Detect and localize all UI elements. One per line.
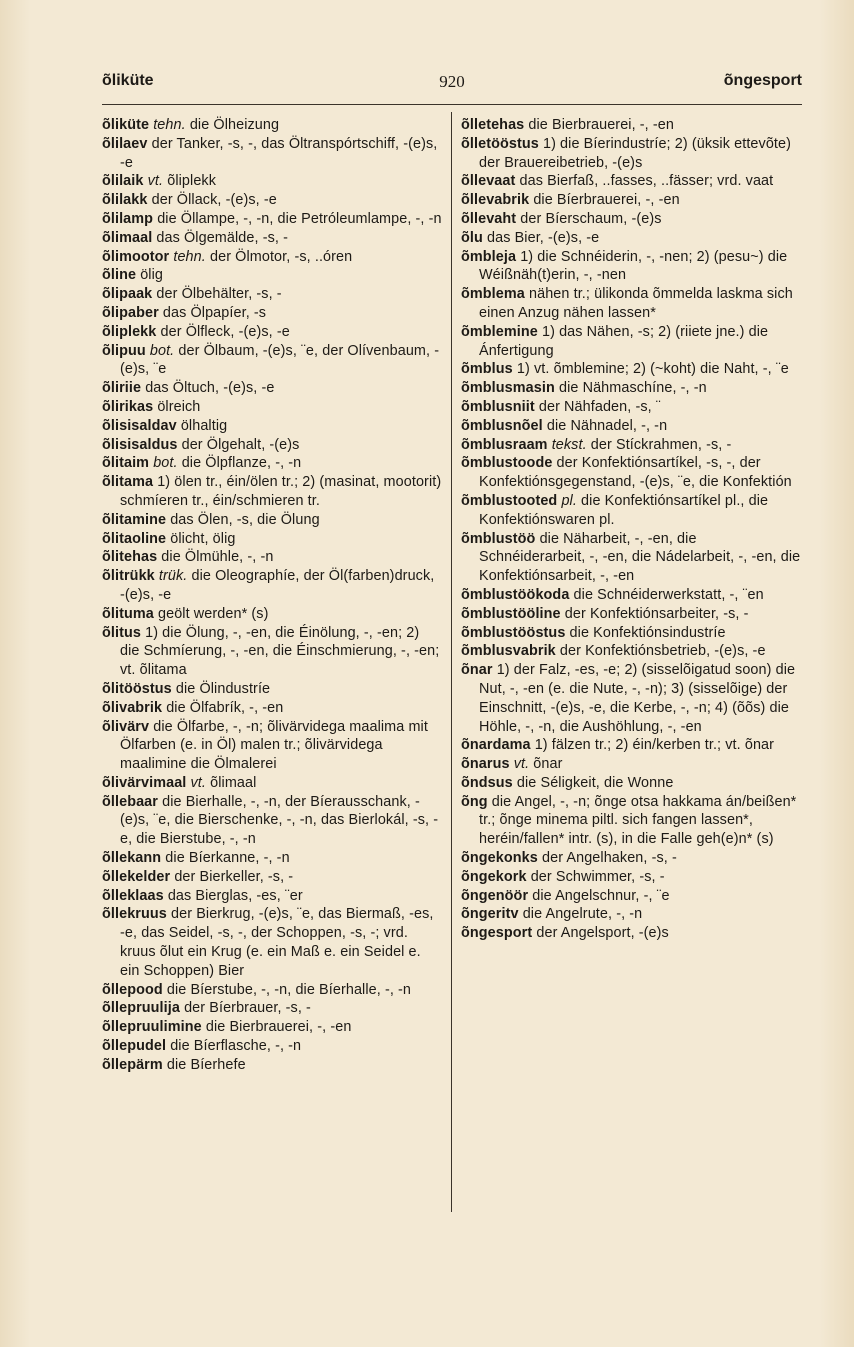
entry-headword: õllevaht [461, 210, 517, 227]
entry-headword: õlipaber [102, 304, 159, 321]
entry-headword: õllevaat [461, 173, 516, 190]
dictionary-entry [461, 924, 803, 943]
entry-headword: õllepärm [102, 1056, 163, 1073]
dictionary-entry [102, 436, 442, 455]
entry-headword: õngenöör [461, 887, 529, 904]
entry-headword: õmblusvabrik [461, 643, 556, 660]
entry-headword: õnarus [461, 756, 510, 773]
entry-label: trük. [158, 568, 188, 585]
dictionary-entry [461, 755, 803, 774]
entry-translation: ölreich [157, 398, 201, 415]
entry-translation: das Ölgemälde, -s, - [156, 229, 288, 246]
entry-headword: õmblemine [461, 323, 538, 340]
entry-headword: õlipuu [102, 342, 146, 359]
dictionary-entry [461, 135, 803, 173]
entry-headword: õliriie [102, 380, 142, 397]
entry-headword: õlitamine [102, 511, 167, 528]
entry-headword: õllepudel [102, 1038, 167, 1055]
dictionary-entry [461, 887, 803, 906]
entry-headword: õngesport [461, 925, 533, 942]
entry-headword: õlitama [102, 474, 154, 491]
dictionary-entry [461, 454, 803, 492]
dictionary-entry [102, 905, 442, 980]
dictionary-entry [461, 323, 803, 361]
entry-translation: der Angelhaken, -s, - [541, 850, 677, 867]
dictionary-entry [461, 642, 803, 661]
entry-translation: der Ölmotor, -s, ..óren [209, 248, 353, 265]
dictionary-entry [461, 905, 803, 924]
entry-translation: der Ölbaum, -(e)s, ¨e, der Olívenbaum, -(e)s, ¨e [120, 342, 440, 378]
entry-headword: õllevabrik [461, 192, 530, 209]
entry-translation: 1) fälzen tr.; 2) éin/kerben tr.; vt. õnar [534, 737, 775, 754]
dictionary-entry [102, 473, 442, 511]
entry-translation: 1) die Schnéiderin, -, -nen; 2) (pesu~) die Wéißnäh(t)erin, -, -nen [479, 248, 788, 284]
entry-translation: die Bierbrauerei, -, -en [205, 1019, 352, 1036]
entry-translation: 1) der Falz, -es, -e; 2) (sisselõigatud soon) die Nut, -, -en (e. die Nute, -, -n); 3) (sisselõige) der Einschnitt, -(e)s, -e, die Kerbe, -, -n; 4) (õõs) die Höhle, -, -n, die Aushöhlung, -, -en [479, 662, 796, 735]
entry-translation: 1) die Ölung, -, -en, die Éinölung, -, -en; 2) die Schmíerung, -, -en, die Éinschmierung, -, -en; vt. õlitama [120, 624, 440, 679]
dictionary-entry [102, 624, 442, 680]
entry-translation: der Ölfleck, -(e)s, -e [160, 323, 290, 340]
entry-translation: die Konfektiónsindustríe [569, 624, 726, 641]
entry-label: tehn. [153, 117, 186, 133]
entry-translation: die Séligkeit, die Wonne [516, 774, 674, 791]
entry-headword: õlisisaldus [102, 436, 178, 453]
entry-translation: der Konfektiónsbetrieb, -(e)s, -e [559, 643, 766, 660]
entry-headword: õlivärv [102, 718, 150, 735]
right-column [461, 116, 803, 943]
entry-headword: õmblustöö [461, 530, 536, 547]
dictionary-entry [102, 849, 442, 868]
entry-headword: õlilamp [102, 210, 154, 227]
dictionary-entry [102, 1018, 442, 1037]
dictionary-entry [461, 398, 803, 417]
entry-translation: das Ölen, -s, die Ölung [170, 511, 320, 528]
entry-headword: õlivabrik [102, 699, 163, 716]
entry-translation: ölig [140, 267, 164, 284]
entry-headword: õndsus [461, 774, 513, 791]
entry-headword: õngeritv [461, 906, 519, 923]
entry-translation: die Ölmühle, -, -n [161, 549, 274, 566]
entry-translation: die Nähnadel, -, -n [546, 417, 668, 434]
dictionary-entry [461, 210, 803, 229]
entry-headword: õlimaal [102, 229, 153, 246]
entry-headword: õlitrükk [102, 568, 155, 585]
entry-translation: die Bíerflasche, -, -n [170, 1038, 302, 1055]
entry-translation: õnar [533, 756, 563, 773]
entry-translation: der Ölbehälter, -s, - [156, 286, 282, 303]
entry-translation: ölicht, ölig [170, 530, 236, 547]
dictionary-entry [102, 323, 442, 342]
entry-headword: õlletehas [461, 117, 525, 133]
entry-translation: die Bíerhefe [166, 1056, 246, 1073]
entry-translation: die Öllampe, -, -n, die Petróleumlampe, -, -n [157, 210, 442, 227]
entry-translation: geölt werden* (s) [157, 605, 269, 622]
dictionary-entry [461, 774, 803, 793]
dictionary-entry [102, 793, 442, 849]
dictionary-entry [102, 172, 442, 191]
entry-label: pl. [561, 492, 577, 509]
entry-headword: õmblusnõel [461, 417, 543, 434]
dictionary-entry [461, 624, 803, 643]
page-header [102, 72, 802, 96]
entry-translation: 1) vt. õmblemine; 2) (~koht) die Naht, -, ¨e [516, 361, 789, 378]
header-first-headword: õliküte [102, 72, 154, 89]
dictionary-entry [102, 135, 442, 173]
entry-headword: õllepruulija [102, 1000, 180, 1017]
entry-label: tekst. [551, 436, 587, 453]
dictionary-entry [102, 248, 442, 267]
entry-label: tehn. [173, 248, 206, 265]
entry-translation: die Ölheizung [189, 117, 280, 133]
entry-translation: der Bíerschaum, -(e)s [520, 210, 662, 227]
entry-translation: die Ölfarbe, -, -n; õlivärvidega maalima mit Ölfarben (e. in Öl) malen tr.; õlivärvidega maalimine die Ölmalerei [120, 718, 428, 773]
dictionary-entry [461, 530, 803, 586]
dictionary-entry [102, 699, 442, 718]
entry-translation: die Bierhalle, -, -n, der Bíerausschank, -(e)s, ¨e, die Bierschenke, -, -n, das Bierlokál, -s, -e, die Bierstube, -, -n [120, 793, 439, 848]
entry-headword: õllebaar [102, 793, 158, 810]
dictionary-entry [461, 360, 803, 379]
dictionary-entry [102, 605, 442, 624]
dictionary-entry [102, 718, 442, 774]
entry-headword: õlivärvimaal [102, 774, 187, 791]
dictionary-entry [102, 680, 442, 699]
entry-headword: õllekruus [102, 906, 167, 923]
entry-headword: õmblusniit [461, 398, 535, 415]
entry-translation: die Bíerkanne, -, -n [165, 850, 290, 867]
entry-headword: õlisisaldav [102, 417, 177, 434]
dictionary-entry [461, 379, 803, 398]
entry-headword: õnar [461, 662, 493, 679]
entry-label: vt. [147, 173, 164, 190]
entry-headword: õmbleja [461, 248, 517, 265]
dictionary-entry [461, 417, 803, 436]
page-number: 920 [439, 72, 465, 91]
entry-headword: õllekelder [102, 868, 171, 885]
entry-translation: die Nähmaschíne, -, -n [558, 380, 707, 397]
entry-translation: õlimaal [210, 774, 257, 791]
dictionary-entry [102, 285, 442, 304]
entry-translation: die Ölfabrík, -, -en [166, 699, 284, 716]
entry-headword: õlitehas [102, 549, 158, 566]
entry-headword: õllepood [102, 981, 163, 998]
entry-translation: 1) ölen tr., éin/ölen tr.; 2) (masinat, mootorit) schmíeren tr., éin/schmieren tr. [120, 474, 442, 509]
dictionary-entry [461, 736, 803, 755]
dictionary-entry [461, 661, 803, 736]
entry-headword: õmblustööline [461, 605, 561, 622]
entry-translation: die Näharbeit, -, -en, die Schnéiderarbeit, -, -en, die Nádelarbeit, -, -en, die Konfektiónsarbeit, -, -en [479, 530, 801, 585]
dictionary-entry [461, 492, 803, 530]
dictionary-entry [102, 1056, 442, 1075]
dictionary-entry [102, 454, 442, 473]
dictionary-entry [102, 266, 442, 285]
entry-translation: das Bierfaß, ..fasses, ..fässer; vrd. vaat [519, 173, 774, 190]
entry-translation: die Oleographíe, der Öl(farben)druck, -(e)s, -e [120, 568, 435, 603]
dictionary-entry [102, 210, 442, 229]
dictionary-entry [102, 999, 442, 1018]
dictionary-entry [461, 868, 803, 887]
dictionary-entry [461, 248, 803, 286]
dictionary-entry [102, 342, 442, 380]
entry-translation: die Bierbrauerei, -, -en [528, 117, 674, 133]
entry-headword: õngekonks [461, 850, 538, 867]
entry-headword: õmblustooted [461, 492, 558, 509]
entry-translation: der Konfektiónsartíkel, -s, -, der Konfektiónsgegenstand, -(e)s, ¨e, die Konfektión [479, 455, 792, 491]
dictionary-entry [461, 586, 803, 605]
dictionary-entry [102, 398, 442, 417]
dictionary-entry [461, 191, 803, 210]
dictionary-entry [102, 229, 442, 248]
dictionary-entry [102, 304, 442, 323]
column-divider [451, 112, 452, 1212]
entry-translation: 1) das Nähen, -s; 2) (riiete jne.) die Ánfertigung [479, 323, 769, 359]
dictionary-entry [461, 436, 803, 455]
entry-headword: õlilakk [102, 192, 148, 209]
entry-translation: der Angelsport, -(e)s [536, 925, 669, 942]
entry-translation: die Angelrute, -, -n [522, 906, 643, 923]
header-rule [102, 104, 802, 105]
left-column [102, 116, 442, 1075]
entry-translation: die Ölpflanze, -, -n [181, 455, 302, 472]
entry-headword: õlitaim [102, 455, 150, 472]
entry-translation: das Ölpapíer, -s [162, 304, 267, 321]
entry-headword: õlitaoline [102, 530, 167, 547]
entry-translation: 1) die Bíerindustríe; 2) (üksik ettevõte) der Brauereibetrieb, -(e)s [479, 135, 792, 171]
dictionary-entry [461, 793, 803, 849]
dictionary-entry [102, 191, 442, 210]
entry-headword: õnardama [461, 737, 531, 754]
entry-translation: nähen tr.; ülikonda õmmelda laskma sich einen Anzug nähen lassen* [479, 286, 793, 321]
dictionary-entry [102, 774, 442, 793]
dictionary-entry [102, 1037, 442, 1056]
dictionary-entry [102, 567, 442, 605]
entry-label: bot. [153, 455, 178, 472]
entry-headword: õlletööstus [461, 135, 539, 152]
entry-headword: õng [461, 793, 488, 810]
entry-translation: das Bier, -(e)s, -e [487, 229, 600, 246]
dictionary-entry [102, 868, 442, 887]
entry-headword: õlitööstus [102, 680, 172, 697]
entry-headword: õline [102, 267, 137, 284]
dictionary-entry [461, 172, 803, 191]
dictionary-entry [102, 887, 442, 906]
entry-translation: die Schnéiderwerkstatt, -, ¨en [573, 586, 764, 603]
entry-translation: die Angelschnur, -, ¨e [532, 887, 670, 904]
entry-translation: die Ölindustríe [175, 680, 271, 697]
dictionary-entry [461, 605, 803, 624]
entry-headword: õmblustoode [461, 455, 553, 472]
entry-translation: der Stíckrahmen, -s, - [590, 436, 732, 453]
dictionary-entry [102, 548, 442, 567]
dictionary-entry [102, 981, 442, 1000]
entry-headword: õlilaev [102, 135, 148, 152]
entry-headword: õlipaak [102, 286, 153, 303]
entry-headword: õlimootor [102, 248, 170, 265]
dictionary-entry [102, 530, 442, 549]
entry-translation: der Konfektiónsarbeiter, -s, - [564, 605, 749, 622]
entry-label: vt. [190, 774, 207, 791]
entry-translation: der Tanker, -s, -, das Öltranspórtschiff, -(e)s, -e [120, 135, 438, 171]
entry-headword: õngekork [461, 868, 527, 885]
dictionary-entry [461, 116, 803, 135]
entry-translation: der Nähfaden, -s, ¨ [538, 398, 661, 415]
entry-translation: ölhaltig [180, 417, 228, 434]
entry-translation: die Angel, -, -n; õnge otsa hakkama án/beißen* tr.; õnge minema piltl. sich fangen lassen*, heréin/fallen* intr. (s), in die Falle geh(e)n* (s) [479, 793, 797, 848]
dictionary-entry [461, 229, 803, 248]
entry-translation: das Bierglas, -es, ¨er [167, 887, 303, 904]
entry-translation: õliplekk [167, 173, 217, 190]
dictionary-entry [102, 379, 442, 398]
entry-translation: die Bíerstube, -, -n, die Bíerhalle, -, -n [166, 981, 412, 998]
entry-headword: õliplekk [102, 323, 157, 340]
entry-label: vt. [513, 756, 530, 773]
entry-translation: der Bierkeller, -s, - [174, 868, 294, 885]
entry-translation: der Bíerbrauer, -s, - [184, 1000, 311, 1017]
entry-headword: õlu [461, 229, 483, 246]
entry-headword: õmblema [461, 286, 525, 303]
entry-translation: der Ölgehalt, -(e)s [181, 436, 300, 453]
header-last-headword: õngesport [723, 72, 802, 89]
entry-headword: õmblustöökoda [461, 586, 570, 603]
entry-headword: õlirikas [102, 398, 154, 415]
entry-headword: õllepruulimine [102, 1019, 202, 1036]
dictionary-entry [461, 285, 803, 323]
entry-headword: õlituma [102, 605, 154, 622]
dictionary-entry [461, 849, 803, 868]
dictionary-entry [102, 417, 442, 436]
dictionary-entry [102, 116, 442, 135]
entry-label: bot. [149, 342, 175, 359]
entry-headword: õmblusraam [461, 436, 548, 453]
entry-translation: die Konfektiónsartíkel pl., die Konfektiónswaren pl. [479, 492, 769, 528]
entry-translation: das Öltuch, -(e)s, -e [145, 380, 275, 397]
entry-translation: der Öllack, -(e)s, -e [151, 192, 277, 209]
entry-headword: õliküte [102, 117, 150, 133]
entry-headword: õlilaik [102, 173, 144, 190]
entry-translation: der Bierkrug, -(e)s, ¨e, das Biermaß, -es, -e, das Seidel, -s, -, der Schoppen, -s, -; vrd. kruus õlut ein Krug (e. ein Maß e. ein Seidel e. ein Schoppen) Bier [120, 906, 434, 979]
entry-translation: die Bíerbrauerei, -, -en [533, 192, 680, 209]
entry-headword: õlitus [102, 624, 141, 641]
dictionary-entry [102, 511, 442, 530]
entry-headword: õllekann [102, 850, 162, 867]
entry-headword: õmblustööstus [461, 624, 566, 641]
entry-headword: õlleklaas [102, 887, 164, 904]
entry-headword: õmblusmasin [461, 380, 555, 397]
entry-headword: õmblus [461, 361, 513, 378]
entry-translation: der Schwimmer, -s, - [530, 868, 665, 885]
